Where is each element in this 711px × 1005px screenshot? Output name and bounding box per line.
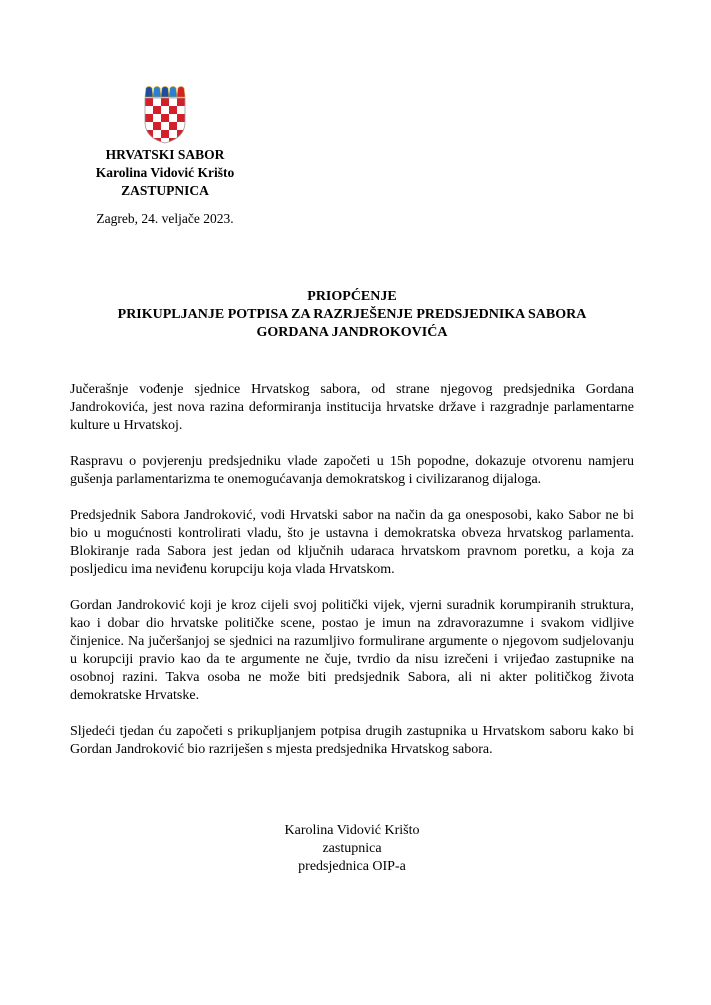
signature-position: predsjednica OIP-a: [298, 859, 406, 874]
title-line-3: GORDANA JANDROKOVIĆA: [256, 325, 448, 340]
paragraph-1: Jučerašnje vođenje sjednice Hrvatskog sabora, od strane njegovog predsjednika Gordana Jandrokovića, jest nova razina deformiranja institucija hrvatske države i razgradnje parlamentarne kulture u Hrvatskoj.: [70, 382, 634, 433]
signature-name: Karolina Vidović Krišto: [284, 823, 420, 838]
croatian-coat-of-arms-icon: [143, 84, 187, 144]
paragraph-3: Predsjednik Sabora Jandroković, vodi Hrvatski sabor na način da ga onesposobi, kako Sabor ne bi bio u mogućnosti kontrolirati vladu, što je ustavna i demokratska obveza hrvatskog parlamenta. Blokiranje rada Sabora jest jedan od ključnih udaraca hrvatskom pravnom poretku, a koja za posljedicu ima neviđenu korupciju koja vlada Hrvatskom.: [70, 508, 634, 577]
signature-role: zastupnica: [322, 841, 382, 856]
header-block: [62, 146, 268, 200]
title-line-2: PRIKUPLJANJE POTPISA ZA RAZRJEŠENJE PREDSJEDNIKA SABORA: [117, 307, 587, 322]
title-line-1: PRIOPĆENJE: [307, 289, 397, 304]
institution-name: HRVATSKI SABOR: [105, 147, 225, 162]
paragraph-4: Gordan Jandroković koji je kroz cijeli svoj politički vijek, vjerni suradnik korumpiranih struktura, kao i dobar dio hrvatske političke scene, postao je imun na zdravorazumne i svakom vidljive činjenice. Na jučeršanjoj se sjednici na razumljivo formulirane argumente o njegovom sudjelovanju u korupciji pravio kao da te argumente ne čuje, tvrdio da nisu izrečeni i vrijeđao zastupnike na osobnoj razini. Takva osoba ne može biti predsjednik Sabora, ali ni akter političkog života demokratske Hrvatske.: [70, 598, 634, 703]
document-title: [70, 288, 634, 342]
paragraph-5: Sljedeći tjedan ću započeti s prikupljanjem potpisa drugih zastupnika u Hrvatskom saboru kako bi Gordan Jandroković bio razriješen s mjesta predsjednika Hrvatskog sabora.: [70, 724, 634, 757]
document-date: Zagreb, 24. veljače 2023.: [96, 211, 234, 226]
representative-role: ZASTUPNICA: [121, 183, 209, 198]
document-body: [70, 381, 634, 777]
signature-block: [200, 822, 504, 876]
representative-name: Karolina Vidović Krišto: [95, 165, 235, 180]
paragraph-2: Raspravu o povjerenju predsjedniku vlade započeti u 15h popodne, dokazuje otvorenu namjeru gušenja parlamentarizma te onemogućavanja demokratskog i civilizaranog dijaloga.: [70, 454, 634, 487]
